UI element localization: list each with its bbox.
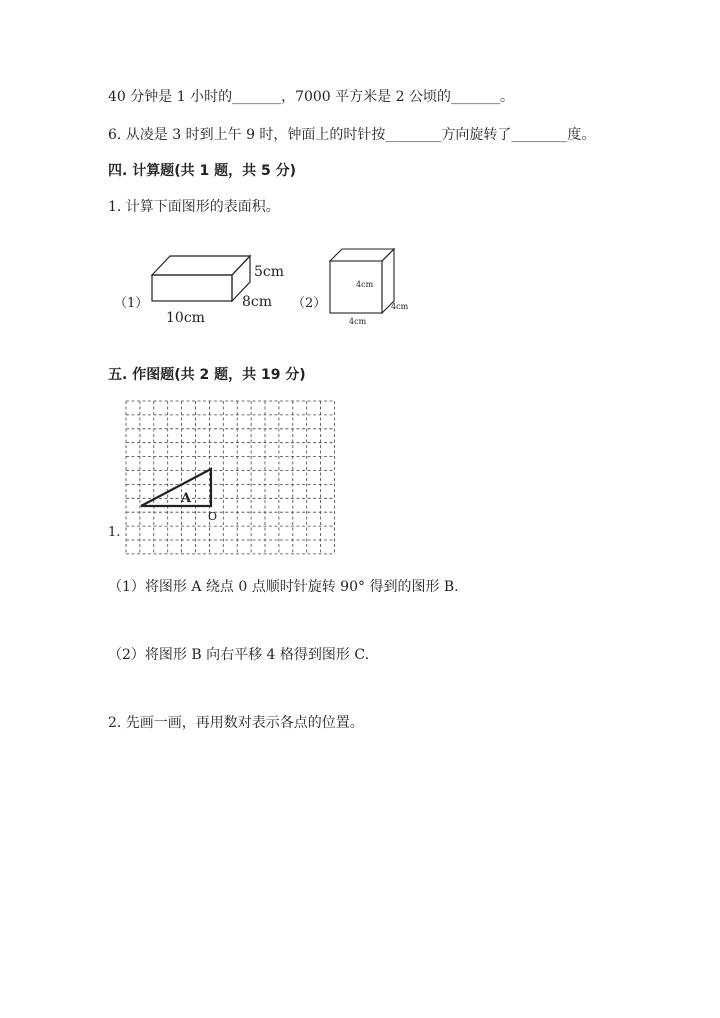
drawing-question-1-marker: 1. — [108, 525, 121, 540]
cuboid-length-label: 10cm — [166, 310, 205, 326]
cuboid-front-face — [152, 275, 232, 301]
cube-figure — [325, 243, 420, 333]
figure-2-marker: （2） — [292, 296, 327, 311]
cube-bottom-label: 4cm — [349, 317, 367, 326]
cube-side-label: 4cm — [391, 302, 409, 311]
section-4-title: 四. 计算题(共 1 题，共 5 分) — [108, 163, 296, 179]
section-5-title: 五. 作图题(共 2 题，共 19 分) — [108, 367, 306, 383]
cuboid-height-label: 5cm — [254, 264, 285, 280]
grid-lines — [126, 401, 335, 554]
task-1-rotate: （1）将图形 A 绕点 0 点顺时针旋转 90° 得到的图形 B. — [108, 579, 459, 595]
triangle-a — [141, 469, 211, 506]
cuboid-width-label: 8cm — [242, 294, 273, 310]
fill-blank-question-5: 40 分钟是 1 小时的_______，7000 平方米是 2 公顷的_______。 — [108, 89, 514, 105]
triangle-a-label: A — [181, 491, 192, 506]
drawing-question-2: 2. 先画一画，再用数对表示各点的位置。 — [108, 715, 364, 731]
grid-figure — [123, 398, 338, 563]
cuboid-figure — [140, 245, 290, 330]
point-o-label: O — [208, 510, 218, 523]
fill-blank-question-6: 6. 从凌是 3 时到上午 9 时，钟面上的时针按________方向旋转了________度。 — [108, 127, 596, 143]
figure-1-marker: （1） — [114, 296, 149, 311]
cube-front-label: 4cm — [356, 280, 374, 289]
task-2-translate: （2）将图形 B 向右平移 4 格得到图形 C. — [108, 647, 370, 663]
calc-question-1: 1. 计算下面图形的表面积。 — [108, 199, 280, 215]
